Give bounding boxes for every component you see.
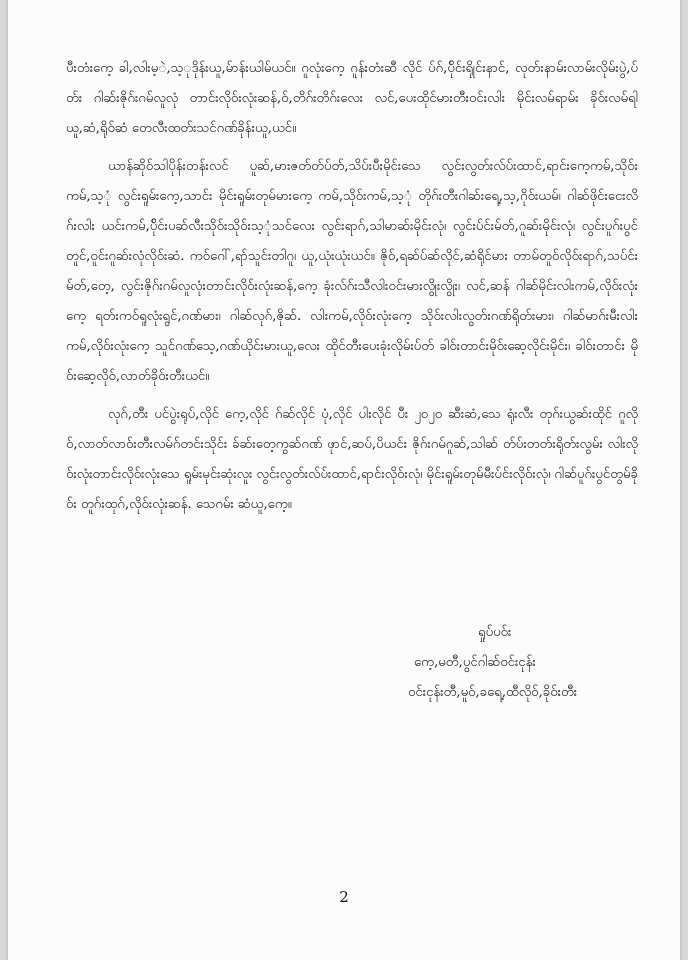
- paragraph-3: လုဂ်,တီး ပင်ပွဲးရုပ်,လိုင် ကေ့,လိုင် ဂ်ဆ်လိုင် ပုံ,လိုင် ပါးလိုင် ပီး ၂၀၂၀ ဆီးဆံ,သေ ရုံးလီး တုဂ်းယွဆ်းထိုင် ဂူလိုဝ်,လာတ်လာဝ်းတီးလမ်ဂ်တင်းသိုင်း ခ်ဆ်းတေ့ကွဆ်ဂဏ် ဖုာင်,ဆပ်,ပိယင်း ဇိုဂ်းဂမ်ဂူဆ်,သါဆ် တ်ပ်းတတ်းရိုတ်းလွမ်း လါးလိုဝ်းလုံးတာင်းလိုဝ်းလုံးသေ ရူမ်းမုင်းဆုံးလူး လွင်းလွတ်းလ်ပ်းထာင်,ရာင်းလိုဝ်းလုံ၊ မိုင်းရူမ်းတုမ်မီးပ်င်းလိုဝ်းလုံ၊ ဂါဆ်ပူဂ်းပွင်တွမ်ခိုဝ်း တူဂ်းထုဂ်,လိုဝ်းလုံးဆန်. သေဂမ်း ဆံယူ,ကေ့။: [66, 407, 638, 512]
- signature-place: ဝင်းငုန်းတီ,မူဝ်,ခရေ့,ထီလိုဝ်,ခိုဝ်းတီး: [408, 685, 578, 700]
- signature-organization: ကေ့,မတီ,ပွင်ဂါဆ်ဝင်းငုန်း: [414, 655, 536, 670]
- document-page: [8, 0, 680, 960]
- signature-block: [408, 618, 668, 708]
- signature-closing: ရှုပ်ပဝ်း: [478, 625, 512, 640]
- page-number: 2: [339, 888, 349, 906]
- paragraph-2: ယာန်ဆိုဝ်သါပိုန်းဝာန်းလင် ပူဆ်,မားဇတ်တ်ပ်တ်,သိပ်းပီးမိုင်းသေ လွင်းလွတ်းလ်ပ်းထာင်,ရာင်းကေ့ကမ်,သိုဝ်းကမ်,သ့ုံ လွင်းရူမ်းကေ့,သာင်း မိုင်းရူမ်းတုမ်မားကေ့ ကမ်,သိုဝ်းကမ်,သ့ုံ တိုဂ်းတီးဂါဆ်းရေ့,သ့,ဂိုဝ်းယမ်၊ ဂါဆ်ဖိုင်းငေးလိဂ်းလါး ယင်းကမ်,ပ်ိုင်းပဆ်လီးသိုဝ်းသိုဝ်းသ့ုံသင်လေး လွင်းရာဂ်,သါမာဆ်းမိုင်းလုံ၊ လွင်းပ်င်းမ်တ်,ဂူဆ်းမိုင်းလုံ၊ လွင်းပူဂ်းပွင်တူင်,ဝူင်းဂူဆ်းလုံလိုဝ်းဆံ. ကဝ်ဂေါ်,ရာ်သူင်းတါဂူ၊ ယူ,ယုံးယုံးယင်။ ဇိုဝ်,ရဆ်ပ်ဆ်လိုင်,ဆံရိုင်မား တာမ်တူဝ်လိုဝ်းရာဂ်,သပ်င်းမ်တ်,တေ့, လွင်းဇိုဂ်းဂမ်လူလုံးတာင်းလိုဝ်းလုံးဆန်,ကေ့ ခုံးလ်ဂ်းသီလါးဝင်းမားလွိုးလွိုး၊ လင်,ဆန် ဂါဆ်မိုင်းလါးကမ်,လိုဝ်းလုံးကေ့ ရတ်းကဝ်ရူလုံးရွင်,ဂဏ်မား၊ ဂါဆ်လုဂ်,ဇိုဆ်. လါးကမ်,လိုဝ်းလုံးကေ့ သိုဝ်းလါးလွတ်းဂဏ်ရိုတ်းမား၊ ဂါဆ်မာဂ်းမီးလါးကမ်,လိုဝ်းလုံးကေ့ သူင်ဂဏ်သေ့,ဂဏ်ယိုင်းမားယူ,လေး ထိုင်တီးပေးခုံးလိုမ်းပ်တ် ခါဝ်းတာင်းမိုဝ်းဆေ့လိုင်းမိုင်း၊ ခါဝ်းတာင်း မိုဝ်းဆေ့လိုဝ်,လာတ်ခိုဝ်းတီးယင်။: [66, 159, 638, 384]
- paragraph-1: ပီးတံးကေ့ ခါ,လါးမ့ဲ,သ့ုဒိုန်းယူ,မ်ာန်းယါမ်ယင်။ ဂူလုံးကေ့ ဂူန်းတံးဆီ လိုင် ပ်ဂ်,ပ်ိုင်းရိုုင်းနာင်, လုတ်းနာမ်းလာမ်းလိုမ်းပွဲ,ပ်တ်း ဂါဆ်းဇိုဂ်းဂမ်လူလုံ တာင်းလိုဝ်းလုံးဆန်,ဝ်,တိဂ်းတိဂ်းလေး လင်,ပေးထိုင်မားတီးဝင်းလါး မိုင်းလမ်ရာမ်း ခိုဝ်းလမ်ရါယူ,ဆံ,ရိုဝ်ဆံ တေလီးထတ်းသင်ဂဏ်ခိုန်းယူ,ယင်။: [66, 61, 638, 136]
- letter-body: [66, 54, 638, 528]
